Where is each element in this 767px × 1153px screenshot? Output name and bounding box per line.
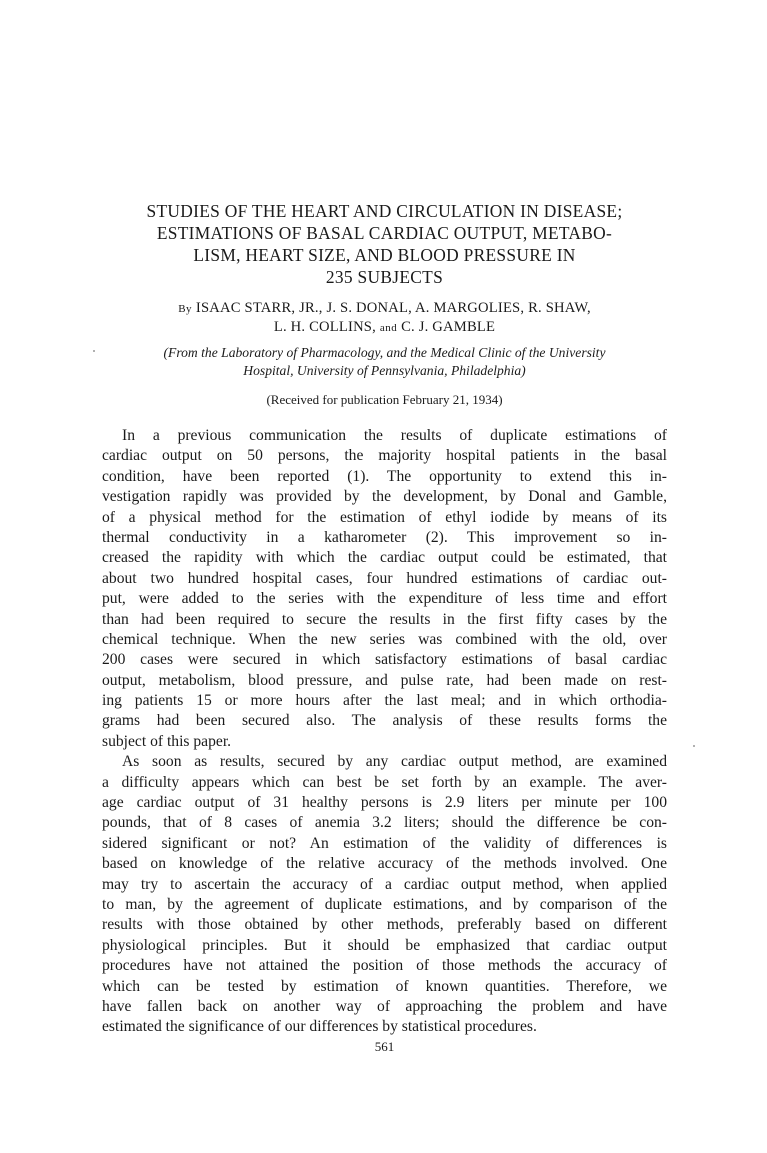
byline-names-3: C. J. GAMBLE	[401, 319, 496, 335]
body-line: In a previous communication the results of duplicate estimations of	[122, 427, 667, 444]
body-line: about two hundred hospital cases, four hundred estimations of cardiac out-	[102, 569, 667, 587]
body-line: to man, by the agreement of duplicate estimations, and by comparison of the	[102, 895, 667, 913]
title-line: 235 SUBJECTS	[325, 267, 444, 287]
body-line: procedures have not attained the position of those methods the accuracy of	[102, 957, 667, 975]
paragraph-2	[102, 752, 667, 1037]
body-line: a difficulty appears which can best be set forth by an example. The aver-	[102, 773, 667, 791]
body-line: physiological principles. But it should be emphasized that cardiac output	[102, 936, 667, 954]
byline-names-1: ISAAC STARR, JR., J. S. DONAL, A. MARGOLIES, R. SHAW,	[195, 300, 591, 316]
article-page	[102, 200, 667, 1055]
byline-line-2	[102, 318, 667, 337]
body-line: condition, have been reported (1). The opportunity to extend this in-	[102, 467, 667, 485]
byline-line-1	[102, 299, 667, 318]
body-line: 200 cases were secured in which satisfactory estimations of basal cardiac	[102, 651, 667, 669]
body-line: of a physical method for the estimation of ethyl iodide by means of its	[102, 508, 667, 526]
body-line: sidered significant or not? An estimation of the validity of differences is	[102, 834, 667, 852]
body-line: based on knowledge of the relative accuracy of the methods involved. One	[102, 855, 667, 873]
body-line: put, were added to the series with the expenditure of less time and effort	[102, 590, 667, 608]
body-line: age cardiac output of 31 healthy persons is 2.9 liters per minute per 100	[102, 794, 667, 812]
title-line: STUDIES OF THE HEART AND CIRCULATION IN DISEASE;	[146, 201, 623, 221]
title-line: ESTIMATIONS OF BASAL CARDIAC OUTPUT, METABO-	[156, 223, 613, 243]
body-line: than had been required to secure the results in the first fifty cases by the	[102, 610, 667, 628]
body-line: creased the rapidity with which the cardiac output could be estimated, that	[102, 549, 667, 567]
body-line: vestigation rapidly was provided by the development, by Donal and Gamble,	[102, 488, 667, 506]
title-line: LISM, HEART SIZE, AND BLOOD PRESSURE IN	[193, 245, 576, 265]
byline-and: and	[379, 322, 398, 334]
byline-by: By	[178, 303, 193, 315]
affiliation	[102, 344, 667, 380]
body-line: have fallen back on another way of approaching the problem and have	[102, 997, 667, 1015]
scan-speck	[693, 745, 695, 747]
body-line: estimated the significance of our differences by statistical procedures.	[102, 1018, 537, 1036]
article-body	[102, 426, 667, 1038]
body-line: may try to ascertain the accuracy of a cardiac output method, when applied	[102, 875, 667, 893]
affiliation-line-1: (From the Laboratory of Pharmacology, and the Medical Clinic of the University	[163, 345, 606, 360]
body-line: As soon as results, secured by any cardiac output method, are examined	[122, 753, 667, 771]
body-line: ing patients 15 or more hours after the last meal; and in which orthodia-	[102, 692, 667, 710]
body-line: subject of this paper.	[102, 732, 232, 750]
body-line: output, metabolism, blood pressure, and pulse rate, had been made on rest-	[102, 671, 667, 689]
received-date: (Received for publication February 21, 1934)	[266, 392, 503, 407]
author-byline	[102, 299, 667, 337]
body-line: pounds, that of 8 cases of anemia 3.2 liters; should the difference be con-	[102, 814, 667, 832]
affiliation-line-2: Hospital, University of Pennsylvania, Philadelphia)	[243, 363, 526, 378]
body-line: thermal conductivity in a katharometer (2). This improvement so in-	[102, 528, 667, 546]
body-line: grams had been secured also. The analysis of these results forms the	[102, 712, 667, 730]
body-line: which can be tested by estimation of known quantities. Therefore, we	[102, 977, 667, 995]
page-number: 561	[374, 1038, 395, 1054]
scan-speck	[93, 350, 95, 352]
body-line: results with those obtained by other methods, preferably based on different	[102, 916, 667, 934]
body-line: cardiac output on 50 persons, the majority hospital patients in the basal	[102, 447, 667, 465]
paragraph-1	[102, 426, 667, 752]
byline-names-2: L. H. COLLINS,	[273, 319, 376, 335]
body-line: chemical technique. When the new series was combined with the old, over	[102, 630, 667, 648]
article-title	[102, 200, 667, 288]
